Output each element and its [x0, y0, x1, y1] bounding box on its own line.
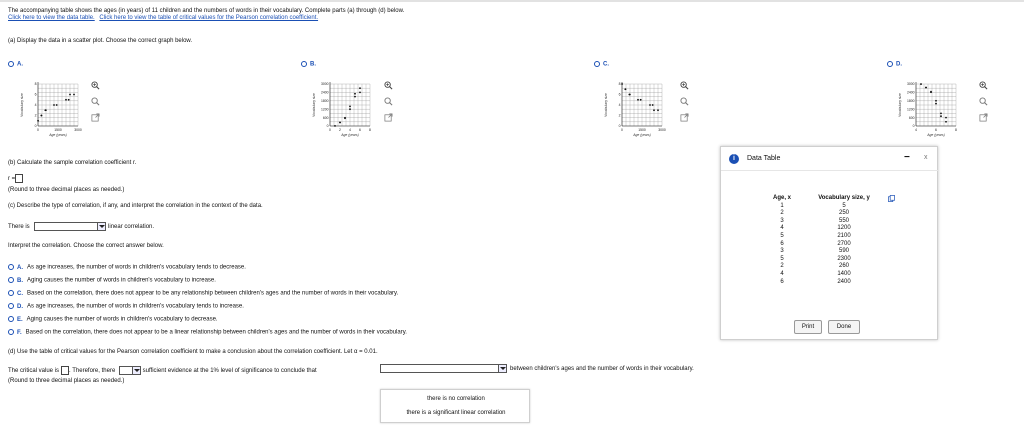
scatter-point — [637, 99, 639, 101]
info-icon: i — [729, 154, 739, 164]
chevron-down-icon — [498, 365, 506, 372]
open-in-new-icon[interactable] — [680, 113, 689, 122]
radio-icon — [8, 264, 14, 270]
scatter-point — [945, 117, 947, 119]
y-tick-label: 600 — [908, 115, 915, 120]
vocab-header: Vocabulary size, y — [818, 195, 870, 201]
scatter-point — [649, 104, 651, 106]
scatter-point — [53, 104, 55, 106]
open-in-new-icon[interactable] — [91, 113, 100, 122]
y-tick-label: 2 — [34, 113, 37, 118]
x-tick-label: 8 — [955, 128, 957, 132]
x-axis-label: Age (years) — [633, 133, 651, 137]
there-is-row — [8, 222, 154, 231]
vocab-cell: 250 — [838, 210, 849, 217]
scatter-point — [334, 125, 336, 127]
y-tick-label: 4 — [618, 103, 621, 108]
choice-b[interactable]: B. Aging causes the number of words in children's vocabulary to increase. — [8, 277, 216, 284]
scatter-point — [653, 109, 655, 111]
age-cell: 5 — [780, 255, 784, 262]
radio-icon — [8, 316, 14, 322]
y-tick-label: 6 — [618, 92, 621, 97]
radio-b[interactable] — [301, 61, 307, 67]
scatter-point — [640, 99, 642, 101]
x-axis-label: Age (years) — [341, 133, 359, 137]
graph-option-a[interactable]: A. — [8, 61, 23, 68]
y-tick-label: 4 — [34, 103, 37, 108]
scatter-plot-d — [898, 80, 962, 137]
zoom-in-icon[interactable] — [91, 81, 100, 90]
age-cell: 2 — [780, 210, 784, 217]
x-tick-label: 6 — [935, 128, 937, 132]
between-label: between children's ages and the number of words in their vocabulary. — [510, 366, 694, 372]
print-button[interactable]: Print — [794, 320, 822, 334]
data-table-link[interactable]: Click here to view the data table. — [8, 15, 95, 21]
age-cell: 1 — [780, 202, 784, 209]
plot-a-tools — [91, 81, 103, 129]
part-b-hint: (Round to three decimal places as needed.) — [8, 187, 125, 193]
age-cell: 3 — [780, 217, 784, 224]
x-tick-label: 4 — [349, 128, 351, 132]
y-tick-label: 2 — [618, 113, 621, 118]
r-input[interactable] — [15, 174, 23, 183]
vocab-cell: 2700 — [837, 240, 851, 247]
radio-icon — [8, 290, 14, 296]
y-tick-label: 1200 — [320, 107, 329, 112]
scatter-point — [56, 104, 58, 106]
x-tick-label: 3000 — [74, 128, 82, 132]
scatter-point — [940, 113, 942, 115]
zoom-in-icon[interactable] — [680, 81, 689, 90]
y-tick-label: 1800 — [320, 99, 329, 103]
x-axis-label: Age (years) — [927, 133, 945, 137]
y-tick-label: 0 — [34, 124, 37, 129]
radio-icon — [8, 277, 14, 283]
therefore-label: . Therefore, there — [69, 368, 116, 375]
critical-value-input[interactable] — [61, 366, 69, 375]
scatter-point — [925, 87, 927, 89]
part-d-prompt: (d) Use the table of critical values for the Pearson correlation coefficient to make a conclusion about the correlation coefficient. Let α = 0.01. — [8, 349, 378, 355]
age-cell: 5 — [780, 232, 784, 239]
age-cell: 4 — [780, 270, 784, 277]
choice-e[interactable]: E. Aging causes the number of words in children's vocabulary to decrease. — [8, 316, 218, 323]
done-button[interactable]: Done — [828, 320, 860, 334]
zoom-out-icon[interactable] — [91, 97, 100, 106]
y-tick-label: 0 — [912, 124, 915, 129]
scatter-point — [344, 117, 346, 119]
vocab-cell: 5 — [842, 202, 846, 209]
zoom-out-icon[interactable] — [680, 97, 689, 106]
graph-option-b[interactable]: B. — [301, 61, 316, 68]
vocab-cell: 260 — [838, 263, 849, 270]
critical-value-row — [8, 366, 317, 375]
scatter-point — [349, 108, 351, 110]
vocab-column — [807, 195, 881, 286]
part-b-prompt: (b) Calculate the sample correlation coefficient r. — [8, 160, 137, 166]
scatter-point — [41, 115, 43, 117]
y-tick-label: 1200 — [906, 107, 915, 112]
zoom-in-icon[interactable] — [384, 81, 393, 90]
vocab-cell: 2100 — [837, 232, 851, 239]
scatter-point — [354, 93, 356, 95]
chevron-down-icon — [132, 367, 140, 374]
interpret-prompt: Interpret the correlation. Choose the correct answer below. — [8, 243, 164, 249]
scatter-point — [935, 100, 937, 102]
plot-c-tools — [680, 81, 692, 129]
y-tick-label: 3000 — [320, 82, 329, 87]
vocab-cell: 590 — [838, 248, 849, 255]
x-tick-label: 3000 — [658, 128, 666, 132]
scatter-point — [629, 94, 631, 96]
correlation-type-dropdown[interactable] — [34, 222, 106, 231]
scatter-point — [68, 99, 70, 101]
y-axis-label: Vocabulary size — [312, 93, 316, 117]
y-tick-label: 600 — [322, 115, 329, 120]
zoom-in-icon[interactable] — [979, 81, 988, 90]
r-answer-row — [8, 174, 23, 183]
graph-option-d[interactable]: D. — [887, 61, 902, 68]
scatter-plot-b — [312, 80, 376, 137]
x-tick-label: 6 — [359, 128, 361, 132]
x-axis-label: Age (years) — [49, 133, 67, 137]
scatter-point — [45, 109, 47, 111]
scatter-point — [945, 121, 947, 123]
scatter-point — [65, 99, 67, 101]
scatter-point — [930, 91, 932, 93]
y-tick-label: 2400 — [320, 90, 329, 95]
intro-links — [8, 15, 318, 21]
y-axis-label: Vocabulary size — [604, 93, 608, 117]
y-tick-label: 8 — [34, 82, 37, 87]
y-tick-label: 1800 — [906, 99, 915, 103]
vocab-cell: 2400 — [837, 278, 851, 285]
zoom-out-icon[interactable] — [384, 97, 393, 106]
zoom-out-icon[interactable] — [979, 97, 988, 106]
choice-c[interactable]: C. Based on the correlation, there does not appear to be any relationship between children's ages and the number of words in their vocabulary. — [8, 290, 398, 297]
vocab-cell: 2300 — [837, 255, 851, 262]
age-cell: 6 — [780, 240, 784, 247]
critical-value-label: The critical value is — [8, 368, 60, 375]
scatter-point — [349, 106, 351, 108]
radio-c[interactable] — [594, 61, 600, 67]
dialog-title: Data Table — [747, 155, 781, 162]
x-tick-label: 4 — [915, 128, 917, 132]
part-d-hint: (Round to three decimal places as needed.) — [8, 378, 125, 384]
chevron-down-icon — [97, 223, 105, 230]
scatter-point — [652, 104, 654, 106]
there-is-label: There is — [8, 224, 30, 231]
linear-correlation-label: linear correlation. — [108, 224, 155, 231]
y-tick-label: 2400 — [906, 90, 915, 95]
scatter-point — [618, 82, 623, 87]
y-tick-label: 0 — [326, 124, 329, 129]
y-tick-label: 3000 — [906, 82, 915, 87]
scatter-point — [69, 94, 71, 96]
scatter-plot-c — [604, 80, 668, 137]
radio-d[interactable] — [887, 61, 893, 67]
open-in-new-icon[interactable] — [384, 113, 393, 122]
menu-item-no-correlation[interactable]: there is no correlation — [427, 396, 485, 402]
critical-values-link[interactable]: Click here to view the table of critical values for the Pearson correlation coefficient. — [99, 15, 319, 21]
radio-icon — [8, 303, 14, 309]
menu-item-significant-correlation[interactable]: there is a significant linear correlation — [406, 410, 506, 416]
scatter-point — [339, 121, 341, 123]
scatter-point — [354, 96, 356, 98]
x-tick-label: 1500 — [638, 128, 646, 132]
radio-icon — [8, 329, 14, 335]
data-table-dialog — [720, 146, 938, 340]
copy-icon[interactable] — [888, 195, 895, 202]
scatter-point — [935, 103, 937, 105]
vocab-cell: 1200 — [837, 225, 851, 232]
choice-a[interactable]: A. As age increases, the number of words in children's vocabulary tends to decrease. — [8, 264, 246, 271]
conclusion-menu — [380, 389, 530, 423]
x-tick-label: 8 — [369, 128, 371, 132]
y-axis-label: Vocabulary size — [898, 93, 902, 117]
scatter-point — [920, 83, 922, 85]
top-border — [0, 0, 1024, 2]
scatter-plot-a — [20, 80, 84, 137]
r-label: r = — [8, 176, 16, 183]
age-cell: 4 — [780, 225, 784, 232]
y-axis-label: Vocabulary size — [20, 93, 24, 117]
open-in-new-icon[interactable] — [979, 113, 988, 122]
age-cell: 6 — [780, 278, 784, 285]
minimize-icon[interactable]: − — [904, 152, 910, 163]
age-header: Age, x — [772, 195, 791, 201]
vocab-cell: 1400 — [837, 270, 851, 277]
radio-a[interactable] — [8, 61, 14, 67]
x-tick-label: 0 — [37, 128, 39, 132]
x-tick-label: 0 — [329, 128, 331, 132]
vocab-cell: 550 — [838, 217, 849, 224]
scatter-point — [359, 92, 361, 94]
plot-b-tools — [384, 81, 396, 129]
intro-text: The accompanying table shows the ages (in years) of 11 children and the numbers of words in their vocabulary. Complete parts (a) through (d) below. — [8, 8, 405, 14]
conclusion-dropdown[interactable] — [380, 364, 507, 373]
y-tick-label: 6 — [34, 92, 37, 97]
scatter-point — [657, 109, 659, 111]
sufficient-label: sufficient evidence at the 1% level of significance to conclude that — [142, 368, 317, 375]
plot-d-tools — [979, 81, 991, 129]
scatter-point — [940, 115, 942, 117]
choice-f[interactable]: F. Based on the correlation, there does not appear to be a linear relationship between children's ages and the number of words in their vocabulary. — [8, 329, 407, 336]
y-tick-label: 8 — [618, 82, 621, 87]
part-c-prompt: (c) Describe the type of correlation, if any, and interpret the correlation in the context of the data. — [8, 203, 263, 209]
age-cell: 2 — [780, 263, 784, 270]
age-column — [765, 195, 799, 286]
x-tick-label: 1500 — [54, 128, 62, 132]
age-cell: 3 — [780, 248, 784, 255]
scatter-point — [37, 120, 39, 122]
scatter-point — [359, 87, 361, 89]
graph-option-c[interactable]: C. — [594, 61, 609, 68]
x-tick-label: 0 — [621, 128, 623, 132]
evidence-dropdown[interactable] — [119, 366, 141, 375]
y-tick-label: 0 — [618, 124, 621, 129]
scatter-point — [625, 88, 627, 90]
x-tick-label: 2 — [339, 128, 341, 132]
dialog-header — [721, 147, 939, 171]
scatter-point — [73, 94, 75, 96]
part-a-prompt: (a) Display the data in a scatter plot. Choose the correct graph below. — [8, 38, 193, 44]
close-icon[interactable]: x — [924, 154, 928, 161]
choice-d[interactable]: D. As age increases, the number of words in children's vocabulary tends to increase. — [8, 303, 244, 310]
